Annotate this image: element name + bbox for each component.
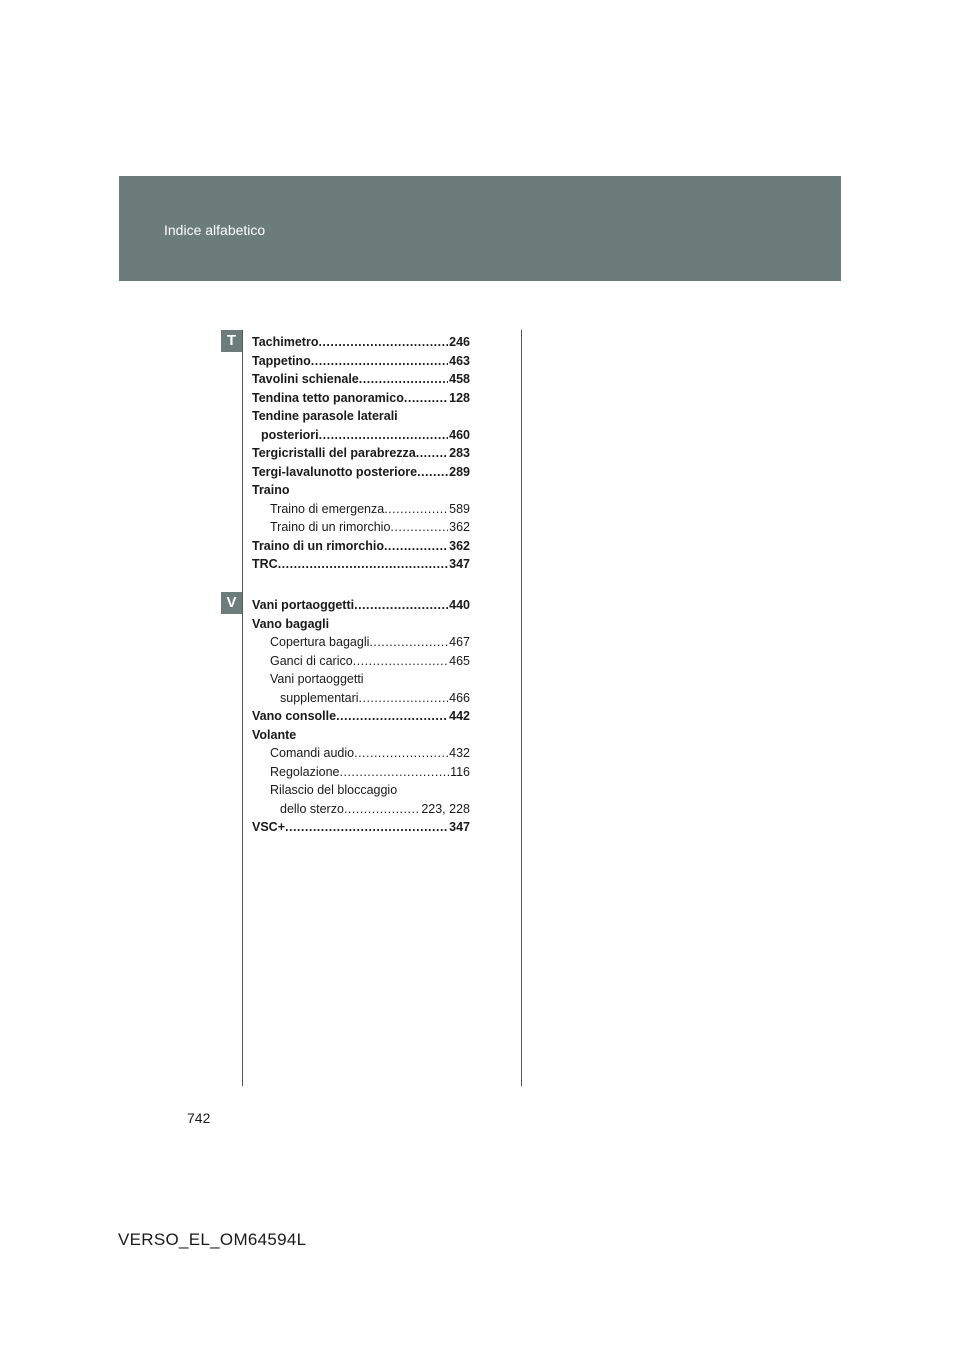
index-entry: Tergi-lavalunotto posteriore ..... 289 xyxy=(252,463,470,482)
index-entry: Vano consolle ..... 442 xyxy=(252,707,470,726)
index-subentry: dello sterzo ..... 223, 228 xyxy=(252,800,470,819)
index-heading: Vano bagagli xyxy=(252,616,330,631)
document-code: VERSO_EL_OM64594L xyxy=(118,1230,307,1249)
index-section-t xyxy=(252,333,470,574)
index-subentry: Regolazione ..... 116 xyxy=(252,763,470,782)
index-entry: Vani portaoggetti ..... 440 xyxy=(252,596,470,615)
index-subheading: Rilascio del bloccaggio xyxy=(270,783,398,797)
header-title: Indice alfabetico xyxy=(164,222,266,238)
index-entry: Tendina tetto panoramico ..... 128 xyxy=(252,389,470,408)
index-entry: Tavolini schienale ..... 458 xyxy=(252,370,470,389)
index-subentry: Traino di emergenza ..... 589 xyxy=(252,500,470,519)
index-heading: Traino xyxy=(252,483,290,497)
index-entry: TRC ..... 347 xyxy=(252,555,470,574)
page-header xyxy=(119,176,841,281)
index-subentry: Traino di un rimorchio ..... 362 xyxy=(252,518,470,537)
index-heading: Tendine parasole laterali xyxy=(252,409,398,423)
index-entry: Tachimetro ..... 246 xyxy=(252,333,470,352)
index-entry: posteriori ..... 460 xyxy=(252,426,470,445)
index-heading: Volante xyxy=(252,727,297,742)
index-subentry: supplementari ..... 466 xyxy=(252,689,470,708)
index-entry: Tappetino ..... 463 xyxy=(252,352,470,371)
index-subentry: Copertura bagagli ..... 467 xyxy=(252,633,470,652)
index-subheading: Vani portaoggetti xyxy=(270,672,364,686)
index-entry: Traino di un rimorchio ..... 362 xyxy=(252,537,470,556)
index-entry: VSC+ ..... 347 xyxy=(252,818,470,837)
index-subentry: Ganci di carico ..... 465 xyxy=(252,652,470,671)
index-section-v xyxy=(252,596,470,837)
section-letter-t: T xyxy=(221,330,242,352)
section-letter-v: V xyxy=(221,592,242,614)
column-rule-right xyxy=(521,330,522,1086)
column-rule-left xyxy=(242,330,243,1086)
page-number: 742 xyxy=(187,1110,211,1126)
index-subentry: Comandi audio ..... 432 xyxy=(252,744,470,763)
index-entry: Tergicristalli del parabrezza ..... 283 xyxy=(252,444,470,463)
